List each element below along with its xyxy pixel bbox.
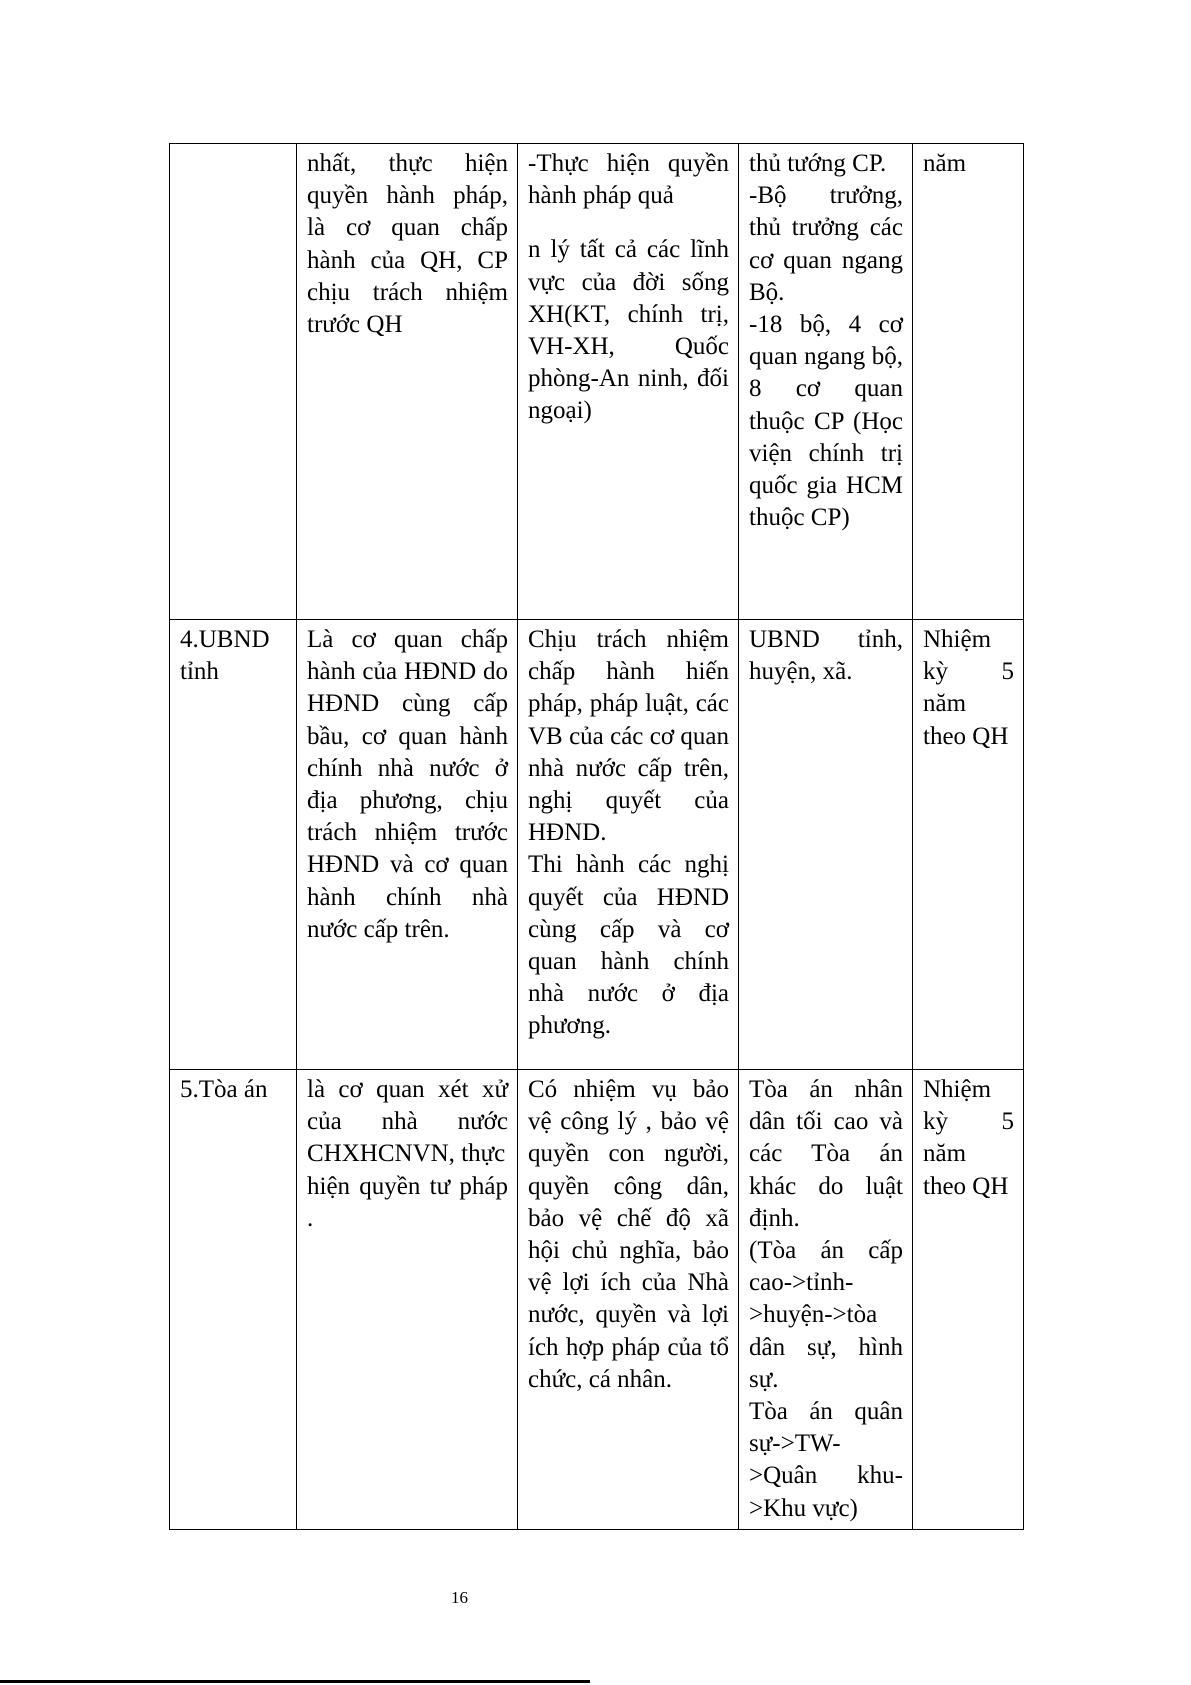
cell-structure: thủ tướng CP. -Bộ trưởng, thủ trưởng các cơ quan ngang Bộ. -18 bộ, 4 cơ quan ngang bộ, 8 cơ quan thuộc CP (Học viện chính trị quốc gia HCM thuộc CP) xyxy=(739,144,913,620)
cell-nature: Là cơ quan chấp hành của HĐND do HĐND cùng cấp bầu, cơ quan hành chính nhà nước ở địa phương, chịu trách nhiệm trước HĐND và cơ quan hành chính nhà nước cấp trên. xyxy=(297,620,518,1070)
table-row xyxy=(170,1070,1024,1530)
cell-term: Nhiệm kỳ 5 năm theo QH xyxy=(913,1070,1024,1530)
cell-structure: UBND tỉnh, huyện, xã. xyxy=(739,620,913,1070)
cell-agency-name: 4.UBND tỉnh xyxy=(170,620,297,1070)
page-number: 16 xyxy=(451,1588,468,1607)
table-row xyxy=(170,144,1024,620)
cell-duty: Có nhiệm vụ bảo vệ công lý , bảo vệ quyền con người, quyền công dân, bảo vệ chế độ xã hội chủ nghĩa, bảo vệ lợi ích của Nhà nước, quyền và lợi ích hợp pháp của tổ chức, cá nhân. xyxy=(518,1070,739,1530)
content-table xyxy=(169,143,1024,1530)
cell-duty xyxy=(518,144,739,620)
duty-paragraph: -Thực hiện quyền hành pháp quả xyxy=(528,150,729,210)
bottom-rule xyxy=(0,1680,590,1683)
cell-agency-name xyxy=(170,144,297,620)
cell-term: Nhiệm kỳ 5 năm theo QH xyxy=(913,620,1024,1070)
cell-agency-name: 5.Tòa án xyxy=(170,1070,297,1530)
cell-term: năm xyxy=(913,144,1024,620)
table-row xyxy=(170,620,1024,1070)
cell-nature: nhất, thực hiện quyền hành pháp, là cơ quan chấp hành của QH, CP chịu trách nhiệm trước QH xyxy=(297,144,518,620)
cell-duty: Chịu trách nhiệm chấp hành hiến pháp, pháp luật, các VB của các cơ quan nhà nước cấp trên, nghị quyết của HĐND. Thi hành các nghị quyết của HĐND cùng cấp và cơ quan hành chính nhà nước ở địa phương. xyxy=(518,620,739,1070)
duty-paragraph: n lý tất cả các lĩnh vực của đời sống XH(KT, chính trị, VH-XH, Quốc phòng-An ninh, đối ngoại) xyxy=(528,236,729,425)
cell-structure: Tòa án nhân dân tối cao và các Tòa án khác do luật định. (Tòa án cấp cao->tỉnh->huyện->tòa dân sự, hình sự. Tòa án quân sự->TW->Quân khu->Khu vực) xyxy=(739,1070,913,1530)
cell-nature: là cơ quan xét xử của nhà nước CHXHCNVN, thực hiện quyền tư pháp . xyxy=(297,1070,518,1530)
